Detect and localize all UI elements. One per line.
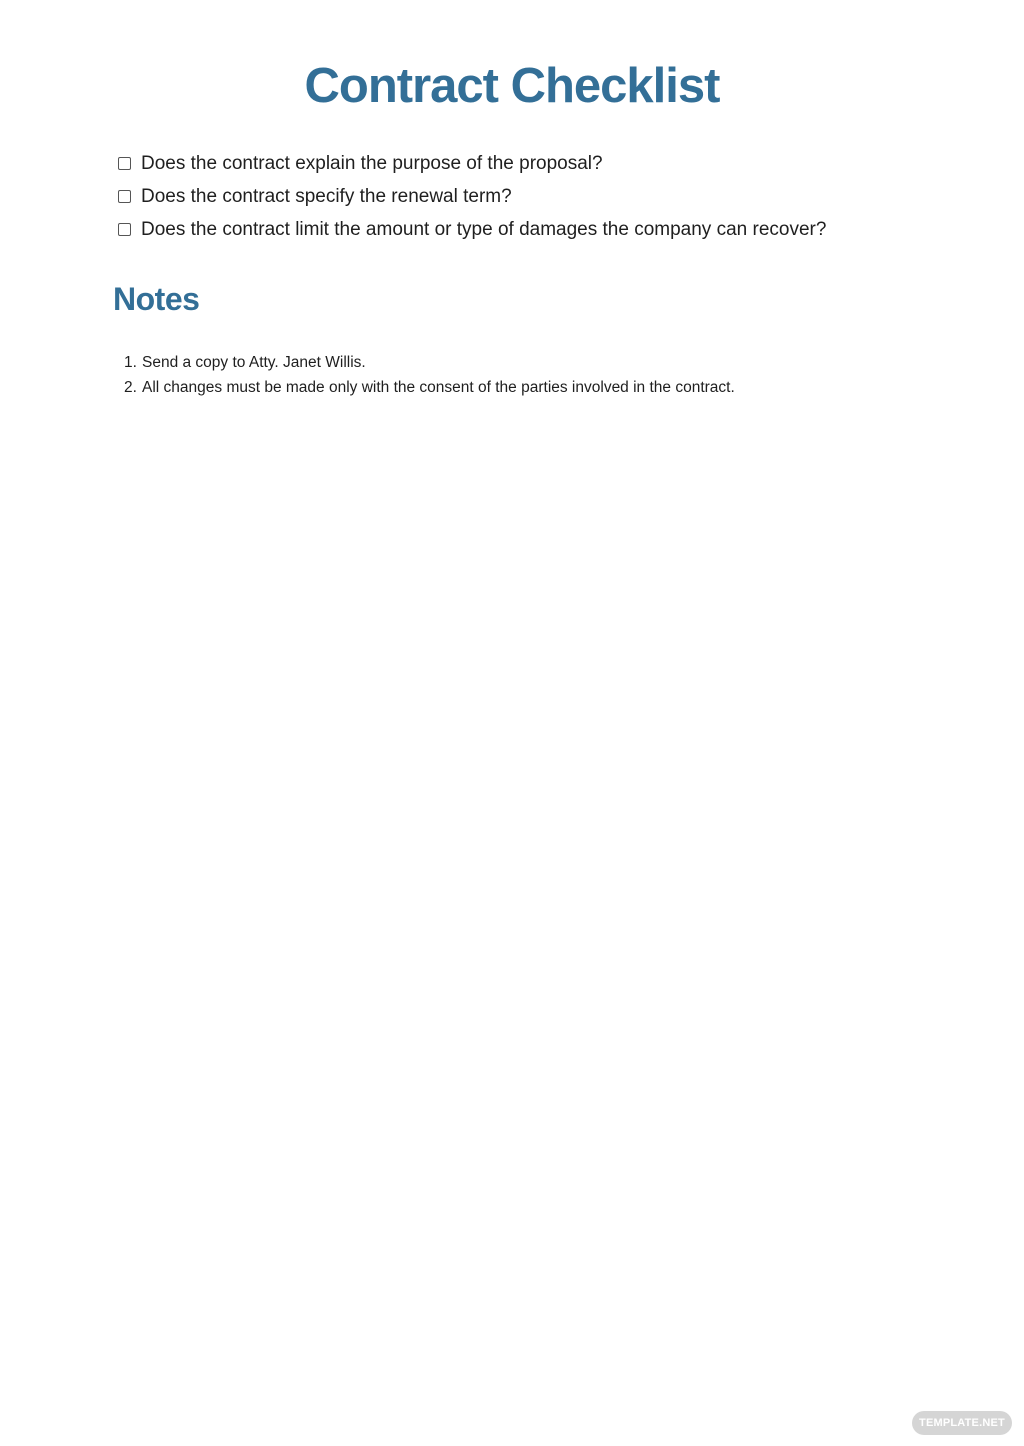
checklist-item-label: Does the contract limit the amount or type of damages the company can recover? — [141, 218, 827, 240]
watermark-suffix: .NET — [979, 1417, 1005, 1429]
checkbox[interactable] — [118, 190, 131, 203]
checkbox[interactable] — [118, 157, 131, 170]
note-text: All changes must be made only with the consent of the parties involved in the contract. — [142, 379, 735, 396]
note-item — [124, 350, 924, 375]
checklist — [118, 147, 918, 246]
watermark-badge — [912, 1411, 1012, 1435]
notes-heading: Notes — [113, 281, 200, 317]
note-text: Send a copy to Atty. Janet Willis. — [142, 354, 366, 371]
checklist-item-label: Does the contract specify the renewal term? — [141, 185, 512, 207]
checkbox[interactable] — [118, 223, 131, 236]
checklist-item-label: Does the contract explain the purpose of the proposal? — [141, 152, 603, 174]
page-title: Contract Checklist — [304, 59, 720, 113]
note-number: 1. — [124, 354, 137, 371]
checklist-item — [118, 180, 918, 213]
watermark-brand: TEMPLATE — [919, 1417, 980, 1429]
checklist-item — [118, 213, 918, 246]
notes-list — [124, 350, 924, 400]
note-item — [124, 375, 924, 400]
note-number: 2. — [124, 379, 137, 396]
checklist-item — [118, 147, 918, 180]
